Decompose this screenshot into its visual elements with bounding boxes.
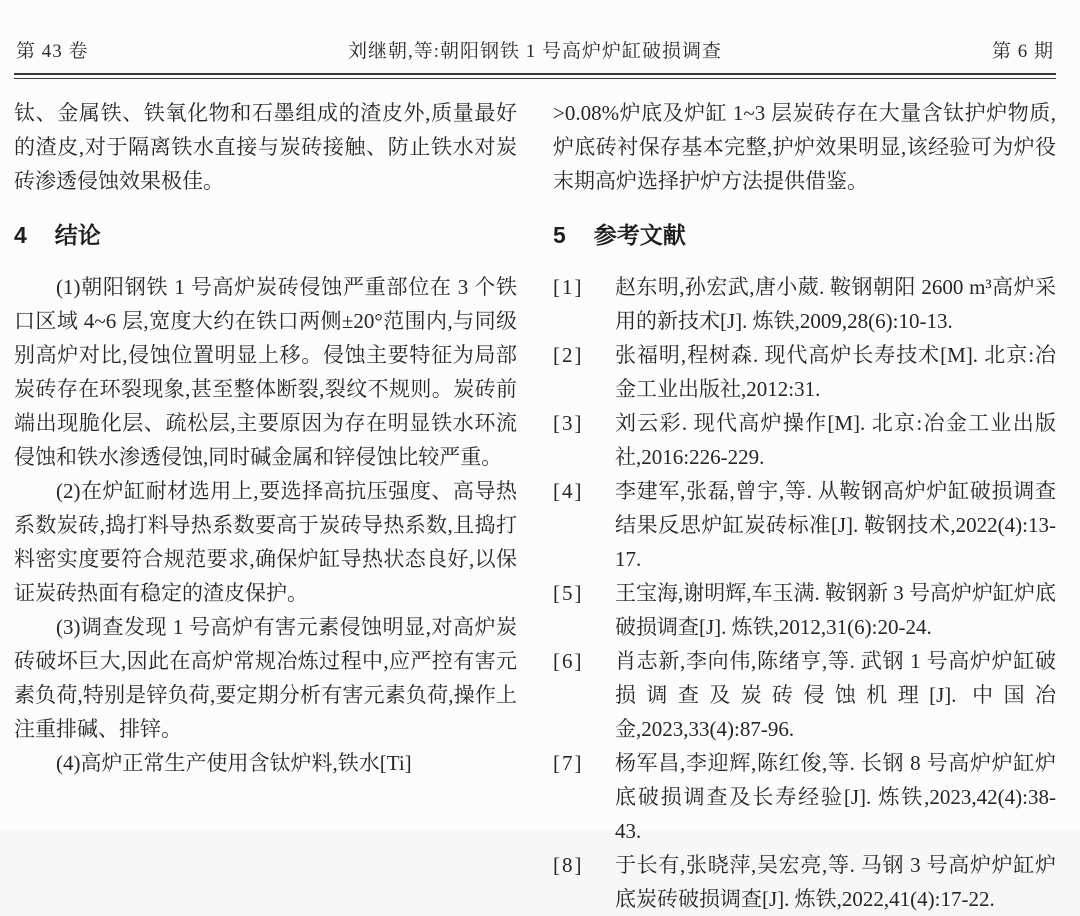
reference-item [553,576,1056,644]
reference-item [553,848,1056,916]
conclusion-paragraph-4: (4)高炉正常生产使用含钛炉料,铁水[Ti] [56,751,412,775]
reference-text: 肖志新,李向伟,陈绪亨,等. 武钢 1 号高炉炉缸破损调查及炭砖侵蚀机理[J]. 中国冶金,2023,33(4):87-96. [615,649,1056,741]
right-column [553,96,1056,916]
reference-label: [8] [553,853,584,877]
reference-list [553,270,1056,916]
section-number: 4 [14,222,27,248]
reference-label: [2] [553,343,584,367]
conclusion-paragraph-1: (1)朝阳钢铁 1 号高炉炭砖侵蚀严重部位在 3 个铁口区域 4~6 层,宽度大约在铁口两侧±20°范围内,与同级别高炉对比,侵蚀位置明显上移。侵蚀主要特征为局部炭砖存在环裂现象,甚至整体断裂,裂纹不规则。炭砖前端出现脆化层、疏松层,主要原因为存在明显铁水环流侵蚀和铁水渗透侵蚀,同时碱金属和锌侵蚀比较严重。 [14,275,517,469]
volume-number: 第 43 卷 [16,41,89,62]
running-title: 刘继朝,等:朝阳钢铁 1 号高炉炉缸破损调查 [347,41,723,62]
two-column-body [14,96,1056,916]
reference-label: [1] [553,275,584,299]
reference-text: 王宝海,谢明辉,车玉满. 鞍钢新 3 号高炉炉缸炉底破损调查[J]. 炼铁,2012,31(6):20-24. [615,581,1056,639]
reference-label: [4] [553,479,584,503]
reference-item [553,474,1056,576]
reference-item [553,406,1056,474]
right-intro-paragraph: >0.08%炉底及炉缸 1~3 层炭砖存在大量含钛护炉物质,炉底砖衬保存基本完整,护炉效果明显,该经验可为炉役末期高炉选择护炉方法提供借鉴。 [553,101,1056,193]
section-title: 结论 [54,222,101,248]
section-heading-conclusion [14,218,517,252]
left-intro-paragraph: 钛、金属铁、铁氧化物和石墨组成的渣皮外,质量最好的渣皮,对于隔离铁水直接与炭砖接触、防止铁水对炭砖渗透侵蚀效果极佳。 [14,101,517,193]
reference-text: 杨军昌,李迎辉,陈红俊,等. 长钢 8 号高炉炉缸炉底破损调查及长寿经验[J]. 炼铁,2023,42(4):38-43. [615,751,1056,843]
reference-item [553,270,1056,338]
reference-item [553,746,1056,848]
reference-text: 李建军,张磊,曾宇,等. 从鞍钢高炉炉缸破损调查结果反思炉缸炭砖标准[J]. 鞍钢技术,2022(4):13-17. [615,479,1056,571]
section-heading-references [553,218,1056,252]
header-divider [14,73,1056,79]
section-title: 参考文献 [593,222,686,248]
reference-label: [3] [553,411,584,435]
conclusion-paragraph-2: (2)在炉缸耐材选用上,要选择高抗压强度、高导热系数炭砖,捣打料导热系数要高于炭砖导热系数,且捣打料密实度要符合规范要求,确保炉缸导热状态良好,以保证炭砖热面有稳定的渣皮保护。 [14,479,517,605]
reference-label: [5] [553,581,584,605]
running-header [14,36,1056,63]
reference-item [553,644,1056,746]
reference-text: 刘云彩. 现代高炉操作[M]. 北京:冶金工业出版社,2016:226-229. [615,411,1056,469]
reference-text: 张福明,程树森. 现代高炉长寿技术[M]. 北京:冶金工业出版社,2012:31. [615,343,1056,401]
reference-item [553,338,1056,406]
conclusion-paragraph-3: (3)调查发现 1 号高炉有害元素侵蚀明显,对高炉炭砖破坏巨大,因此在高炉常规冶炼过程中,应严控有害元素负荷,特别是锌负荷,要定期分析有害元素负荷,操作上注重排碱、排锌。 [14,615,517,741]
issue-number: 第 6 期 [991,41,1054,62]
reference-text: 于长有,张晓萍,吴宏亮,等. 马钢 3 号高炉炉缸炉底炭砖破损调查[J]. 炼铁,2022,41(4):17-22. [615,853,1056,911]
left-column [14,96,517,916]
section-number: 5 [553,222,566,248]
reference-label: [6] [553,649,584,673]
reference-text: 赵东明,孙宏武,唐小葳. 鞍钢朝阳 2600 m³高炉采用的新技术[J]. 炼铁,2009,28(6):10-13. [615,275,1056,333]
reference-label: [7] [553,751,584,775]
